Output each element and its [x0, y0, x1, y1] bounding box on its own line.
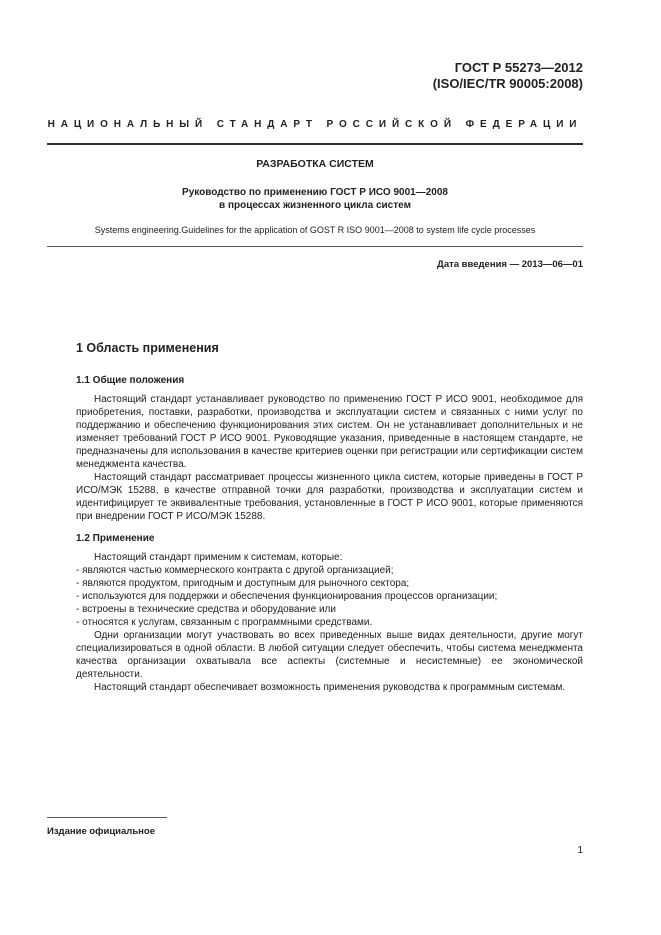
header-rule	[47, 143, 583, 145]
national-standard-heading: НАЦИОНАЛЬНЫЙ СТАНДАРТ РОССИЙСКОЙ ФЕДЕРАЦИИ	[47, 119, 583, 130]
list-item: - используются для поддержки и обеспечения функционирования процессов организации;	[76, 591, 498, 602]
subsection-heading-general: 1.1 Общие положения	[76, 375, 185, 386]
list-item: - встроены в технические средства и оборудование или	[76, 604, 336, 615]
paragraph: Настоящий стандарт устанавливает руководство по применению ГОСТ Р ИСО 9001, необходимое для приобретения, поставки, разработки, производства и эксплуатации систем и связанных с ними услуг по поддержанию и обеспечению функционирования этих систем. Он не устанавливает дополнительных и не изменяет требований ГОСТ Р ИСО 9001. Руководящие указания, приведенные в настоящем стандарте, не предназначены для использования в качестве критериев оценки при регистрации или сертификации систем менеджмента качества.	[76, 394, 583, 470]
subtitle-line-2: в процессах жизненного цикла систем	[219, 200, 411, 211]
section-heading-scope: 1 Область применения	[76, 341, 219, 355]
list-item: - являются продуктом, пригодным и доступным для рыночного сектора;	[76, 578, 410, 589]
title-rule	[47, 246, 583, 247]
page-number: 1	[577, 845, 583, 856]
subtitle-line-1: Руководство по применению ГОСТ Р ИСО 9001—2008	[182, 187, 448, 198]
spacer	[76, 523, 583, 532]
paragraph: Одни организации могут участвовать во всех приведенных выше видах деятельности, другие могут специализироваться в одной области. В любой ситуации следует обеспечить, чтобы система менеджмента качества организации охватывала все аспекты (системные и несистемные) ее экономической деятельности.	[76, 630, 583, 680]
document-title: РАЗРАБОТКА СИСТЕМ	[256, 158, 374, 170]
subsection-heading-application: 1.2 Применение	[76, 533, 155, 544]
standard-number: ГОСТ Р 55273—2012	[454, 60, 583, 75]
paragraph: Настоящий стандарт рассматривает процессы жизненного цикла систем, которые приведены в ГОСТ Р ИСО/МЭК 15288, в качестве отправной точки для разработки, производства и эксплуатации систем и идентифицирует те эквивалентные требования, установленные в ГОСТ Р ИСО 9001, которые применяются при внедрении ГОСТ Р ИСО/МЭК 15288.	[76, 472, 583, 522]
iso-number: (ISO/IEC/TR 90005:2008)	[432, 76, 583, 91]
list-item: - относятся к услугам, связанным с программными средствами.	[76, 617, 373, 628]
section-body	[76, 374, 583, 694]
document-subtitle	[47, 186, 583, 212]
english-title: Systems engineering.Guidelines for the application of GOST R ISO 9001—2008 to system life cycle processes	[94, 225, 536, 235]
paragraph: Настоящий стандарт применим к системам, которые:	[94, 552, 343, 563]
introduction-date: Дата введения — 2013—06—01	[437, 259, 583, 270]
official-edition-label: Издание официальное	[47, 826, 155, 837]
paragraph: Настоящий стандарт обеспечивает возможность применения руководства к программным системам.	[94, 682, 566, 693]
list-item: - являются частью коммерческого контракта с другой организацией;	[76, 565, 394, 576]
footer-rule	[47, 817, 167, 818]
standard-number-block	[433, 60, 583, 92]
